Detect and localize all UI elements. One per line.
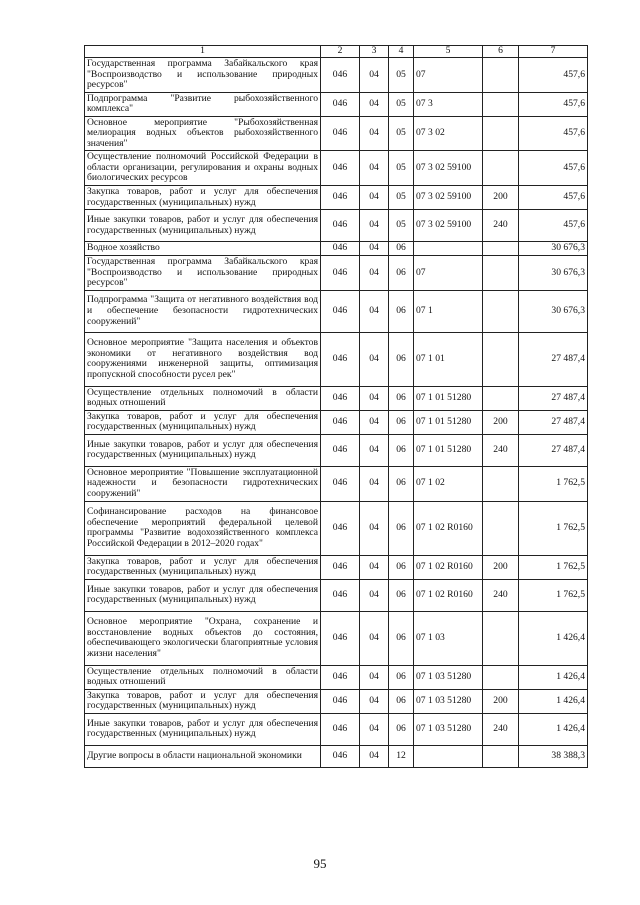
row-name: Основное мероприятие "Рыбохозяйственная мелиорация водных объектов рыбохозяйственного значения" xyxy=(85,116,321,151)
row-code-admin: 046 xyxy=(321,256,360,291)
row-code-admin: 046 xyxy=(321,665,360,689)
row-code-subsection: 06 xyxy=(389,689,414,713)
row-code-target: 07 1 03 51280 xyxy=(414,665,483,689)
table-row xyxy=(85,332,588,386)
row-code-section: 04 xyxy=(360,713,389,745)
table-row xyxy=(85,501,588,555)
table-row xyxy=(85,466,588,501)
row-code-target: 07 1 02 xyxy=(414,466,483,501)
row-code-admin: 046 xyxy=(321,745,360,767)
row-code-admin: 046 xyxy=(321,501,360,555)
row-code-section: 04 xyxy=(360,256,389,291)
row-code-section: 04 xyxy=(360,611,389,665)
row-code-target: 07 3 02 59100 xyxy=(414,186,483,210)
table-row xyxy=(85,665,588,689)
row-code-target: 07 xyxy=(414,58,483,93)
table-header-row xyxy=(85,46,588,58)
row-code-expense-type: 200 xyxy=(483,689,519,713)
row-code-subsection: 06 xyxy=(389,611,414,665)
row-amount: 1 426,4 xyxy=(519,689,588,713)
row-amount: 1 762,5 xyxy=(519,555,588,579)
row-code-section: 04 xyxy=(360,555,389,579)
row-code-target: 07 1 03 51280 xyxy=(414,689,483,713)
row-code-target: 07 1 02 R0160 xyxy=(414,501,483,555)
row-code-subsection: 05 xyxy=(389,151,414,186)
row-amount: 457,6 xyxy=(519,58,588,93)
row-code-target: 07 1 02 R0160 xyxy=(414,579,483,611)
row-code-subsection: 06 xyxy=(389,501,414,555)
row-code-subsection: 06 xyxy=(389,434,414,466)
budget-table xyxy=(84,45,588,768)
table-row xyxy=(85,58,588,93)
row-code-expense-type xyxy=(483,466,519,501)
row-code-subsection: 06 xyxy=(389,256,414,291)
row-code-target: 07 3 02 xyxy=(414,116,483,151)
row-code-expense-type xyxy=(483,92,519,116)
header-col-6: 6 xyxy=(483,46,519,58)
row-code-admin: 046 xyxy=(321,689,360,713)
row-code-section: 04 xyxy=(360,579,389,611)
row-amount: 1 762,5 xyxy=(519,501,588,555)
row-name: Государственная программа Забайкальского края "Воспроизводство и использование природных ресурсов" xyxy=(85,58,321,93)
row-code-subsection: 06 xyxy=(389,332,414,386)
row-name: Осуществление отдельных полномочий в области водных отношений xyxy=(85,386,321,410)
row-code-admin: 046 xyxy=(321,466,360,501)
row-amount: 27 487,4 xyxy=(519,434,588,466)
row-code-expense-type: 200 xyxy=(483,410,519,434)
table-row xyxy=(85,116,588,151)
row-name: Основное мероприятие "Повышение эксплуатационной надежности и безопасности гидротехнических сооружений" xyxy=(85,466,321,501)
row-code-expense-type xyxy=(483,332,519,386)
row-name: Софинансирование расходов на финансовое обеспечение мероприятий федеральной целевой программы "Развитие водохозяйственного комплекса Российской Федерации в 2012–2020 годах" xyxy=(85,501,321,555)
row-code-subsection: 05 xyxy=(389,58,414,93)
row-code-section: 04 xyxy=(360,665,389,689)
row-code-expense-type: 240 xyxy=(483,434,519,466)
row-amount: 457,6 xyxy=(519,210,588,242)
table-row xyxy=(85,689,588,713)
row-code-subsection: 05 xyxy=(389,186,414,210)
row-code-subsection: 06 xyxy=(389,410,414,434)
row-amount: 27 487,4 xyxy=(519,410,588,434)
row-code-expense-type xyxy=(483,611,519,665)
row-name: Государственная программа Забайкальского края "Воспроизводство и использование природных ресурсов" xyxy=(85,256,321,291)
row-amount: 27 487,4 xyxy=(519,332,588,386)
row-code-subsection: 06 xyxy=(389,555,414,579)
row-code-admin: 046 xyxy=(321,92,360,116)
row-code-section: 04 xyxy=(360,332,389,386)
row-name: Иные закупки товаров, работ и услуг для обеспечения государственных (муниципальных) нужд xyxy=(85,579,321,611)
table-row xyxy=(85,386,588,410)
row-name: Осуществление полномочий Российской Федерации в области организации, регулирования и охраны водных биологических ресурсов xyxy=(85,151,321,186)
row-name: Подпрограмма "Развитие рыбохозяйственного комплекса" xyxy=(85,92,321,116)
row-name: Осуществление отдельных полномочий в области водных отношений xyxy=(85,665,321,689)
row-code-expense-type xyxy=(483,242,519,256)
table-row xyxy=(85,256,588,291)
row-name: Закупка товаров, работ и услуг для обеспечения государственных (муниципальных) нужд xyxy=(85,555,321,579)
row-code-expense-type xyxy=(483,665,519,689)
row-amount: 1 426,4 xyxy=(519,665,588,689)
table-row xyxy=(85,410,588,434)
row-code-expense-type xyxy=(483,58,519,93)
row-code-section: 04 xyxy=(360,689,389,713)
row-code-admin: 046 xyxy=(321,58,360,93)
row-code-target: 07 3 xyxy=(414,92,483,116)
row-code-expense-type xyxy=(483,745,519,767)
row-code-expense-type xyxy=(483,151,519,186)
table-row xyxy=(85,745,588,767)
table-row xyxy=(85,210,588,242)
row-code-section: 04 xyxy=(360,92,389,116)
row-amount: 457,6 xyxy=(519,151,588,186)
page-number: 95 xyxy=(313,856,327,871)
row-code-subsection: 06 xyxy=(389,290,414,332)
row-name: Иные закупки товаров, работ и услуг для обеспечения государственных (муниципальных) нужд xyxy=(85,713,321,745)
row-code-target: 07 1 01 51280 xyxy=(414,386,483,410)
row-code-admin: 046 xyxy=(321,332,360,386)
row-code-target: 07 1 01 51280 xyxy=(414,434,483,466)
row-code-target: 07 xyxy=(414,256,483,291)
row-code-expense-type xyxy=(483,116,519,151)
row-code-admin: 046 xyxy=(321,579,360,611)
row-code-target xyxy=(414,242,483,256)
row-code-expense-type: 240 xyxy=(483,713,519,745)
table-row xyxy=(85,555,588,579)
row-amount: 1 426,4 xyxy=(519,713,588,745)
row-code-target xyxy=(414,745,483,767)
table-row xyxy=(85,186,588,210)
row-name: Иные закупки товаров, работ и услуг для обеспечения государственных (муниципальных) нужд xyxy=(85,210,321,242)
row-code-target: 07 3 02 59100 xyxy=(414,210,483,242)
table-row xyxy=(85,151,588,186)
row-code-admin: 046 xyxy=(321,151,360,186)
row-amount: 30 676,3 xyxy=(519,290,588,332)
row-code-subsection: 06 xyxy=(389,242,414,256)
table-row xyxy=(85,242,588,256)
table-row xyxy=(85,611,588,665)
row-code-section: 04 xyxy=(360,745,389,767)
row-code-section: 04 xyxy=(360,410,389,434)
row-code-expense-type xyxy=(483,290,519,332)
row-code-section: 04 xyxy=(360,242,389,256)
header-col-3: 3 xyxy=(360,46,389,58)
table-row xyxy=(85,713,588,745)
header-col-4: 4 xyxy=(389,46,414,58)
row-code-admin: 046 xyxy=(321,386,360,410)
row-amount: 30 676,3 xyxy=(519,242,588,256)
row-code-admin: 046 xyxy=(321,713,360,745)
header-col-7: 7 xyxy=(519,46,588,58)
row-code-section: 04 xyxy=(360,386,389,410)
row-amount: 457,6 xyxy=(519,92,588,116)
row-code-subsection: 05 xyxy=(389,116,414,151)
row-name: Другие вопросы в области национальной экономики xyxy=(85,745,321,767)
row-code-section: 04 xyxy=(360,210,389,242)
row-code-section: 04 xyxy=(360,290,389,332)
row-code-target: 07 1 01 51280 xyxy=(414,410,483,434)
row-code-admin: 046 xyxy=(321,555,360,579)
row-name: Основное мероприятие "Охрана, сохранение и восстановление водных объектов до состояния, обеспечивающего экологически благоприятные условия жизни населения" xyxy=(85,611,321,665)
header-col-2: 2 xyxy=(321,46,360,58)
row-code-expense-type: 240 xyxy=(483,579,519,611)
row-code-section: 04 xyxy=(360,501,389,555)
row-code-subsection: 06 xyxy=(389,579,414,611)
row-code-admin: 046 xyxy=(321,410,360,434)
row-amount: 1 762,5 xyxy=(519,579,588,611)
row-amount: 457,6 xyxy=(519,186,588,210)
header-col-5: 5 xyxy=(414,46,483,58)
row-code-subsection: 06 xyxy=(389,386,414,410)
table-row xyxy=(85,290,588,332)
row-amount: 38 388,3 xyxy=(519,745,588,767)
table-row xyxy=(85,579,588,611)
row-code-expense-type: 240 xyxy=(483,210,519,242)
row-code-subsection: 06 xyxy=(389,665,414,689)
row-code-target: 07 3 02 59100 xyxy=(414,151,483,186)
row-code-target: 07 1 01 xyxy=(414,332,483,386)
row-code-section: 04 xyxy=(360,58,389,93)
row-amount: 27 487,4 xyxy=(519,386,588,410)
row-amount: 30 676,3 xyxy=(519,256,588,291)
row-code-subsection: 06 xyxy=(389,713,414,745)
table-row xyxy=(85,434,588,466)
row-name: Закупка товаров, работ и услуг для обеспечения государственных (муниципальных) нужд xyxy=(85,186,321,210)
row-code-expense-type xyxy=(483,256,519,291)
row-code-section: 04 xyxy=(360,116,389,151)
row-code-admin: 046 xyxy=(321,116,360,151)
row-name: Водное хозяйство xyxy=(85,242,321,256)
row-code-target: 07 1 03 xyxy=(414,611,483,665)
table-row xyxy=(85,92,588,116)
row-amount: 457,6 xyxy=(519,116,588,151)
row-code-subsection: 05 xyxy=(389,92,414,116)
row-code-admin: 046 xyxy=(321,611,360,665)
row-code-target: 07 1 02 R0160 xyxy=(414,555,483,579)
row-code-subsection: 12 xyxy=(389,745,414,767)
row-code-subsection: 06 xyxy=(389,466,414,501)
row-name: Подпрограмма "Защита от негативного воздействия вод и обеспечение безопасности гидротехнических сооружений" xyxy=(85,290,321,332)
row-code-admin: 046 xyxy=(321,290,360,332)
row-code-section: 04 xyxy=(360,434,389,466)
row-name: Закупка товаров, работ и услуг для обеспечения государственных (муниципальных) нужд xyxy=(85,689,321,713)
row-amount: 1 762,5 xyxy=(519,466,588,501)
row-code-section: 04 xyxy=(360,186,389,210)
header-col-1: 1 xyxy=(85,46,321,58)
row-code-admin: 046 xyxy=(321,242,360,256)
row-code-target: 07 1 xyxy=(414,290,483,332)
row-name: Основное мероприятие "Защита населения и объектов экономики от негативного воздействия вод сооружениями инженерной защиты, оптимизация пропускной способности русел рек" xyxy=(85,332,321,386)
row-code-expense-type xyxy=(483,386,519,410)
row-name: Закупка товаров, работ и услуг для обеспечения государственных (муниципальных) нужд xyxy=(85,410,321,434)
row-name: Иные закупки товаров, работ и услуг для обеспечения государственных (муниципальных) нужд xyxy=(85,434,321,466)
row-amount: 1 426,4 xyxy=(519,611,588,665)
row-code-admin: 046 xyxy=(321,210,360,242)
row-code-expense-type xyxy=(483,501,519,555)
row-code-admin: 046 xyxy=(321,186,360,210)
row-code-section: 04 xyxy=(360,151,389,186)
row-code-subsection: 05 xyxy=(389,210,414,242)
row-code-expense-type: 200 xyxy=(483,555,519,579)
row-code-section: 04 xyxy=(360,466,389,501)
row-code-expense-type: 200 xyxy=(483,186,519,210)
row-code-admin: 046 xyxy=(321,434,360,466)
row-code-target: 07 1 03 51280 xyxy=(414,713,483,745)
